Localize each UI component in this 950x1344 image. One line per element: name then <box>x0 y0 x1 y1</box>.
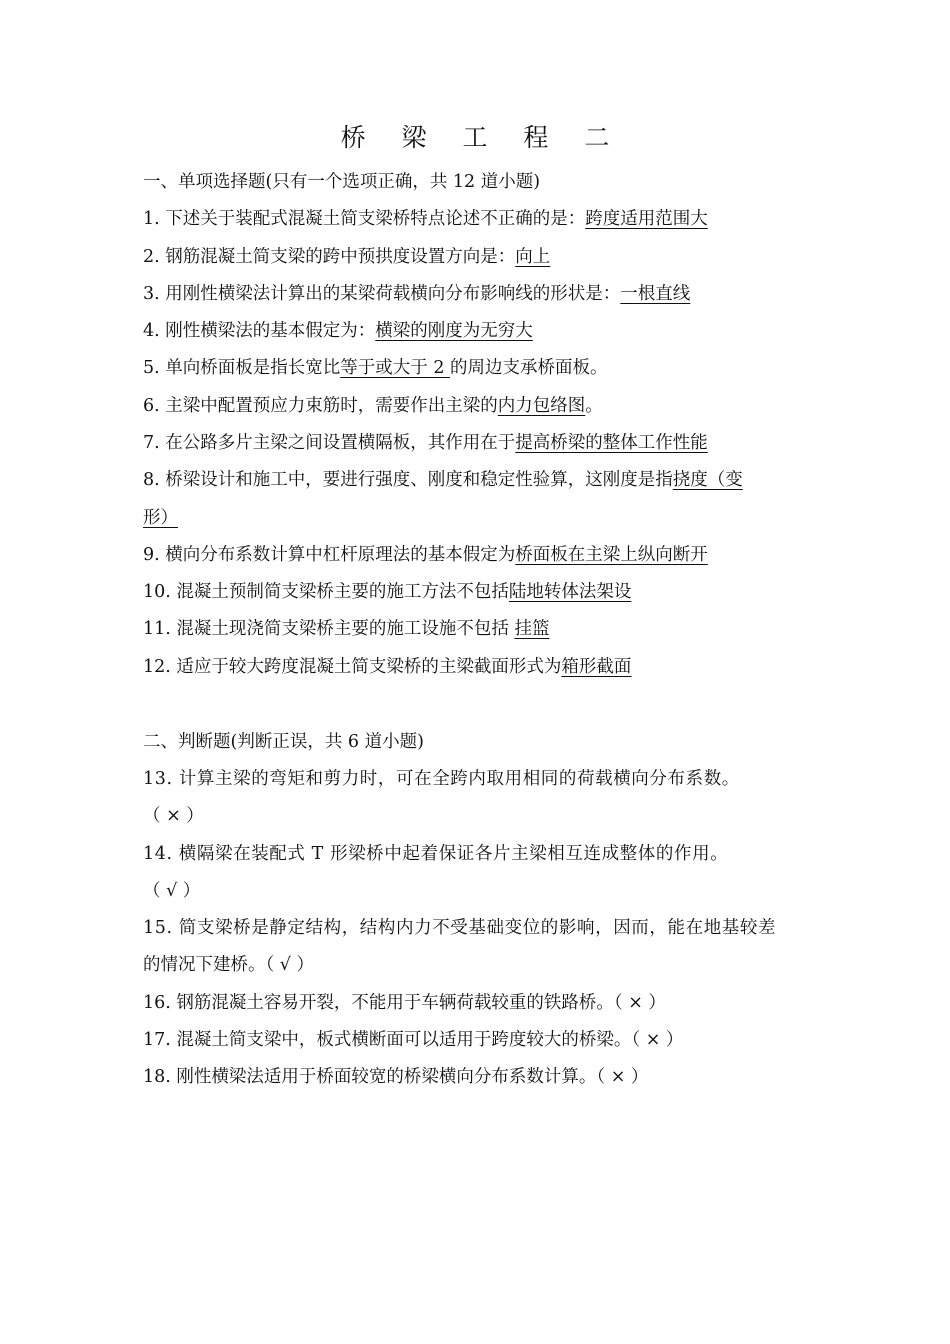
question-15-continued: 的情况下建桥。（ √ ） <box>143 955 315 975</box>
answer-text: 横梁的刚度为无穷大 <box>375 321 533 341</box>
question-text: 3. 用刚性横梁法计算出的某梁荷载横向分布影响线的形状是： <box>143 284 621 304</box>
question-12 <box>143 659 810 677</box>
question-text: 1. 下述关于装配式混凝土简支梁桥特点论述不正确的是： <box>143 209 586 229</box>
answer-text: 一根直线 <box>620 284 691 304</box>
question-14-mark: （ √ ） <box>143 881 201 901</box>
question-text: 5. 单向桥面板是指长宽比 <box>143 358 341 378</box>
answer-text: 箱形截面 <box>561 657 632 677</box>
question-13: 13. 计算主梁的弯矩和剪力时，可在全跨内取用相同的荷载横向分布系数。 <box>143 769 740 789</box>
answer-text: 挂篮 <box>514 619 550 639</box>
question-text: 10. 混凝土预制简支梁桥主要的施工方法不包括 <box>143 582 509 602</box>
question-17: 17. 混凝土简支梁中，板式横断面可以适用于跨度较大的桥梁。（ × ） <box>143 1030 684 1050</box>
question-5: 5. 单向桥面板是指长宽比等于或大于 2 的周边支承桥面板。 <box>143 358 608 378</box>
question-text: 8. 桥梁设计和施工中，要进行强度、刚度和稳定性验算，这刚度是指 <box>143 470 673 490</box>
question-6: 6. 主梁中配置预应力束筋时，需要作出主梁的内力包络图。 <box>143 396 603 416</box>
answer-text: 跨度适用范围大 <box>585 209 708 229</box>
question-15: 15. 简支梁桥是静定结构，结构内力不受基础变位的影响，因而，能在地基较差 <box>143 918 777 938</box>
question-3 <box>143 286 810 304</box>
answer-text: 内力包络图 <box>497 396 586 416</box>
question-4 <box>143 323 810 341</box>
question-2 <box>143 249 810 267</box>
question-text: 11. 混凝土现浇简支梁桥主要的施工设施不包括 <box>143 619 515 639</box>
answer-text: 提高桥梁的整体工作性能 <box>515 433 708 453</box>
question-16: 16. 钢筋混凝土容易开裂，不能用于车辆荷载较重的铁路桥。（ × ） <box>143 993 666 1013</box>
question-text: 2. 钢筋混凝土简支梁的跨中预拱度设置方向是： <box>143 247 516 267</box>
question-8 <box>143 472 810 490</box>
question-9 <box>143 547 810 565</box>
question-8-continued <box>143 510 810 528</box>
question-text: 12. 适应于较大跨度混凝土简支梁桥的主梁截面形式为 <box>143 657 562 677</box>
answer-text: 向上 <box>515 247 551 267</box>
question-11 <box>143 621 810 639</box>
document-title: 桥 梁 工 程 二 <box>340 123 624 152</box>
question-18: 18. 刚性横梁法适用于桥面较宽的桥梁横向分布系数计算。（ × ） <box>143 1067 649 1087</box>
answer-text: 桥面板在主梁上纵向断开 <box>515 545 708 565</box>
question-1 <box>143 211 810 229</box>
question-text: 7. 在公路多片主梁之间设置横隔板，其作用在于 <box>143 433 516 453</box>
question-text: 9. 横向分布系数计算中杠杆原理法的基本假定为 <box>143 545 516 565</box>
question-text: 6. 主梁中配置预应力束筋时，需要作出主梁的 <box>143 396 498 416</box>
answer-text: 形） <box>143 508 178 528</box>
answer-text: 挠度（变 <box>672 470 743 490</box>
question-14: 14. 横隔梁在装配式 T 形梁桥中起着保证各片主梁相互连成整体的作用。 <box>143 844 729 864</box>
question-10 <box>143 584 810 602</box>
question-13-mark: （ × ） <box>143 806 204 826</box>
section-heading-single-choice: 一、单项选择题(只有一个选项正确，共 12 道小题) <box>143 172 541 192</box>
answer-text: 等于或大于 2 <box>340 358 451 378</box>
question-text: 4. 刚性横梁法的基本假定为： <box>143 321 376 341</box>
answer-text: 陆地转体法架设 <box>508 582 632 602</box>
question-7 <box>143 435 810 453</box>
section-heading-true-false: 二、判断题(判断正误，共 6 道小题) <box>143 732 424 752</box>
